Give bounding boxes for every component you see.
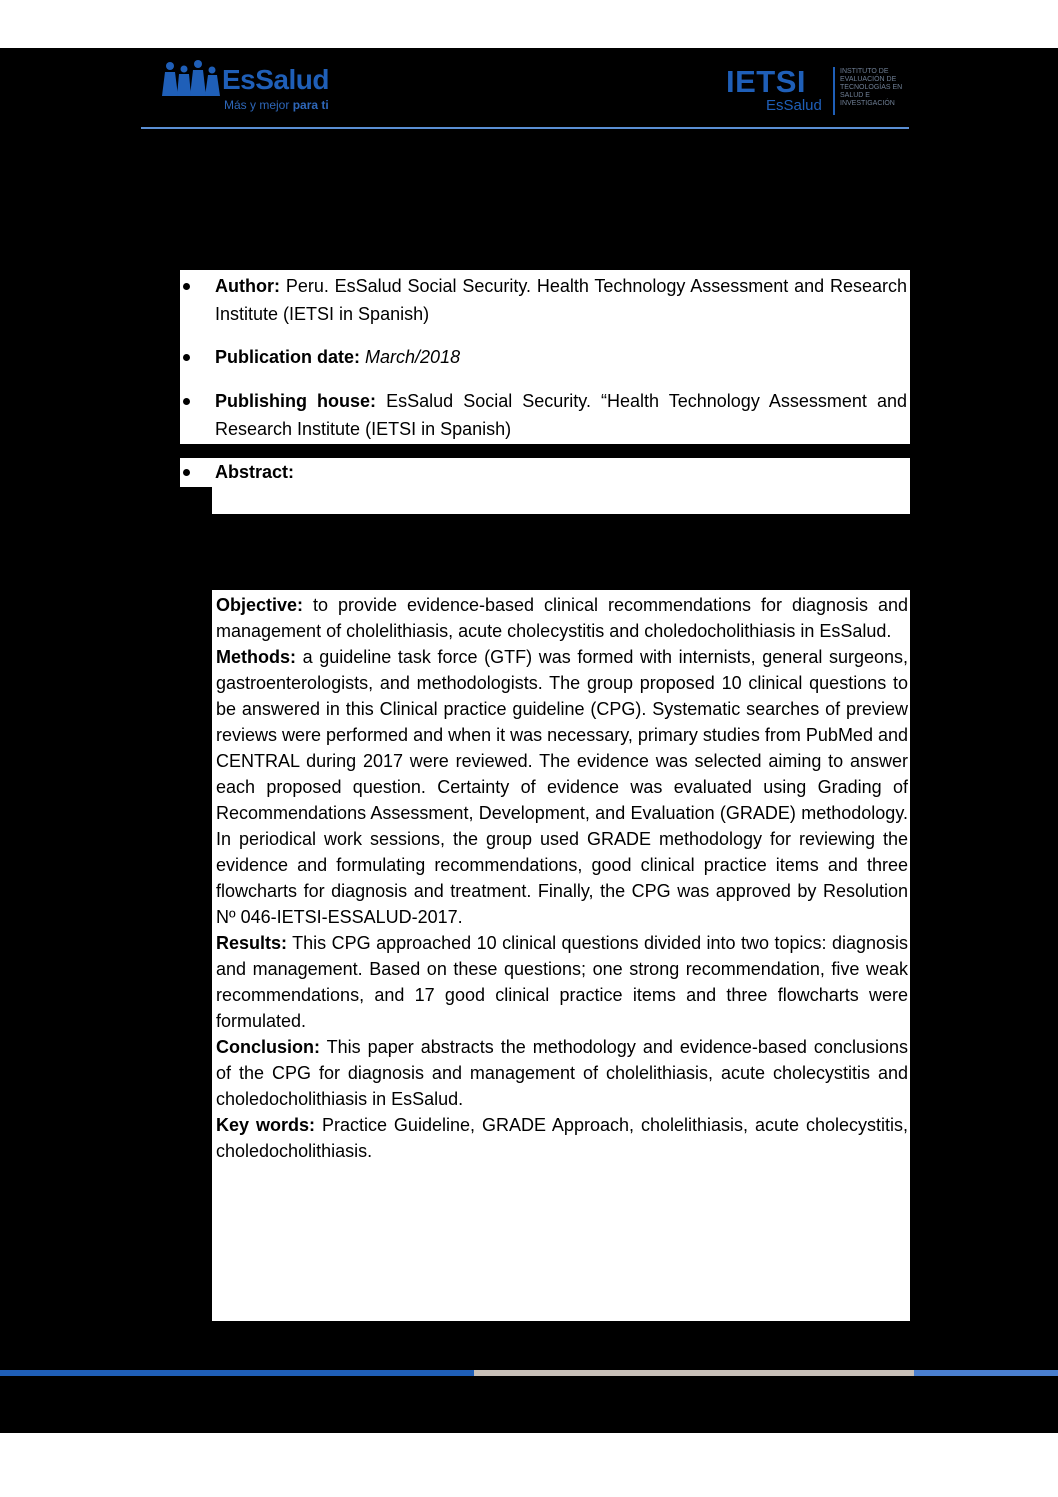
abstract-heading-box [180,458,910,514]
bullet-icon [183,354,190,361]
header-divider [141,127,909,129]
family-figures-icon [162,60,220,98]
abstract-indent [180,487,212,514]
abstract-body [212,590,910,1321]
ietsi-divider [833,67,835,115]
ietsi-logo [726,66,910,118]
methods-paragraph: Methods: a guideline task force (GTF) was formed with internists, general surgeons, gastroenterologists, and methodologists. The group proposed 10 clinical questions to be answered in this Clinical practice guideline (CPG). Systematic searches of preview reviews were performed and when it was necessary, primary studies from PubMed and CENTRAL during 2017 were reviewed. The evidence was selected aiming to answer each proposed question. Certainty of evidence was evaluated using Grading of Recommendations Assessment, Development, and Evaluation (GRADE) methodology. In periodical work sessions, the group used GRADE methodology for reviewing the evidence and formulating recommendations, good clinical practice items and three flowcharts for diagnosis and treatment. Finally, the CPG was approved by Resolution Nº 046-IETSI-ESSALUD-2017. [216,647,908,927]
author-value: Peru. EsSalud Social Security. Health Technology Assessment and Research Institute (IETSI in Spanish) [215,276,907,324]
footer-bar-end [914,1370,1058,1376]
date-value: March/2018 [365,347,461,367]
abstract-label: Abstract: [215,462,295,482]
bullet-icon [183,398,190,405]
publication-info [180,270,910,444]
footer-bar-blue [0,1370,474,1376]
essalud-tagline: Más y mejor para ti [224,98,329,112]
keywords-paragraph: Key words: Practice Guideline, GRADE Approach, cholelithiasis, acute cholecystitis, choledocholithiasis. [216,1115,908,1161]
objective-paragraph: Objective: to provide evidence-based clinical recommendations for diagnosis and management of cholelithiasis, acute cholecystitis and choledocholithiasis in EsSalud. [216,595,908,641]
publisher-label: Publishing house: [215,391,377,411]
ietsi-institute-text: INSTITUTO DE EVALUACIÓN DE TECNOLOGÍAS EN SALUD E INVESTIGACIÓN [840,68,903,107]
author-label: Author: [215,276,280,296]
conclusion-paragraph: Conclusion: This paper abstracts the methodology and evidence-based conclusions of the CPG for diagnosis and management of cholelithiasis, acute cholecystitis and choledocholithiasis in EsSalud. [216,1037,908,1109]
essalud-logo [162,58,342,118]
essalud-brand: EsSalud [222,64,329,95]
bullet-icon [183,283,190,290]
results-paragraph: Results: This CPG approached 10 clinical questions divided into two topics: diagnosis and management. Based on these questions; one strong recommendation, five weak recommendations, and 17 good clinical practice items and three flowcharts were formulated. [216,933,908,1031]
ietsi-acronym: IETSI [726,64,807,99]
publisher-value: EsSalud Social Security. “Health Technology Assessment and Research Institute (IETSI in Spanish) [215,391,907,439]
footer-bar-grey [474,1370,914,1376]
date-label: Publication date: [215,347,361,367]
ietsi-subbrand: EsSalud [766,97,822,114]
bullet-icon [183,469,190,476]
